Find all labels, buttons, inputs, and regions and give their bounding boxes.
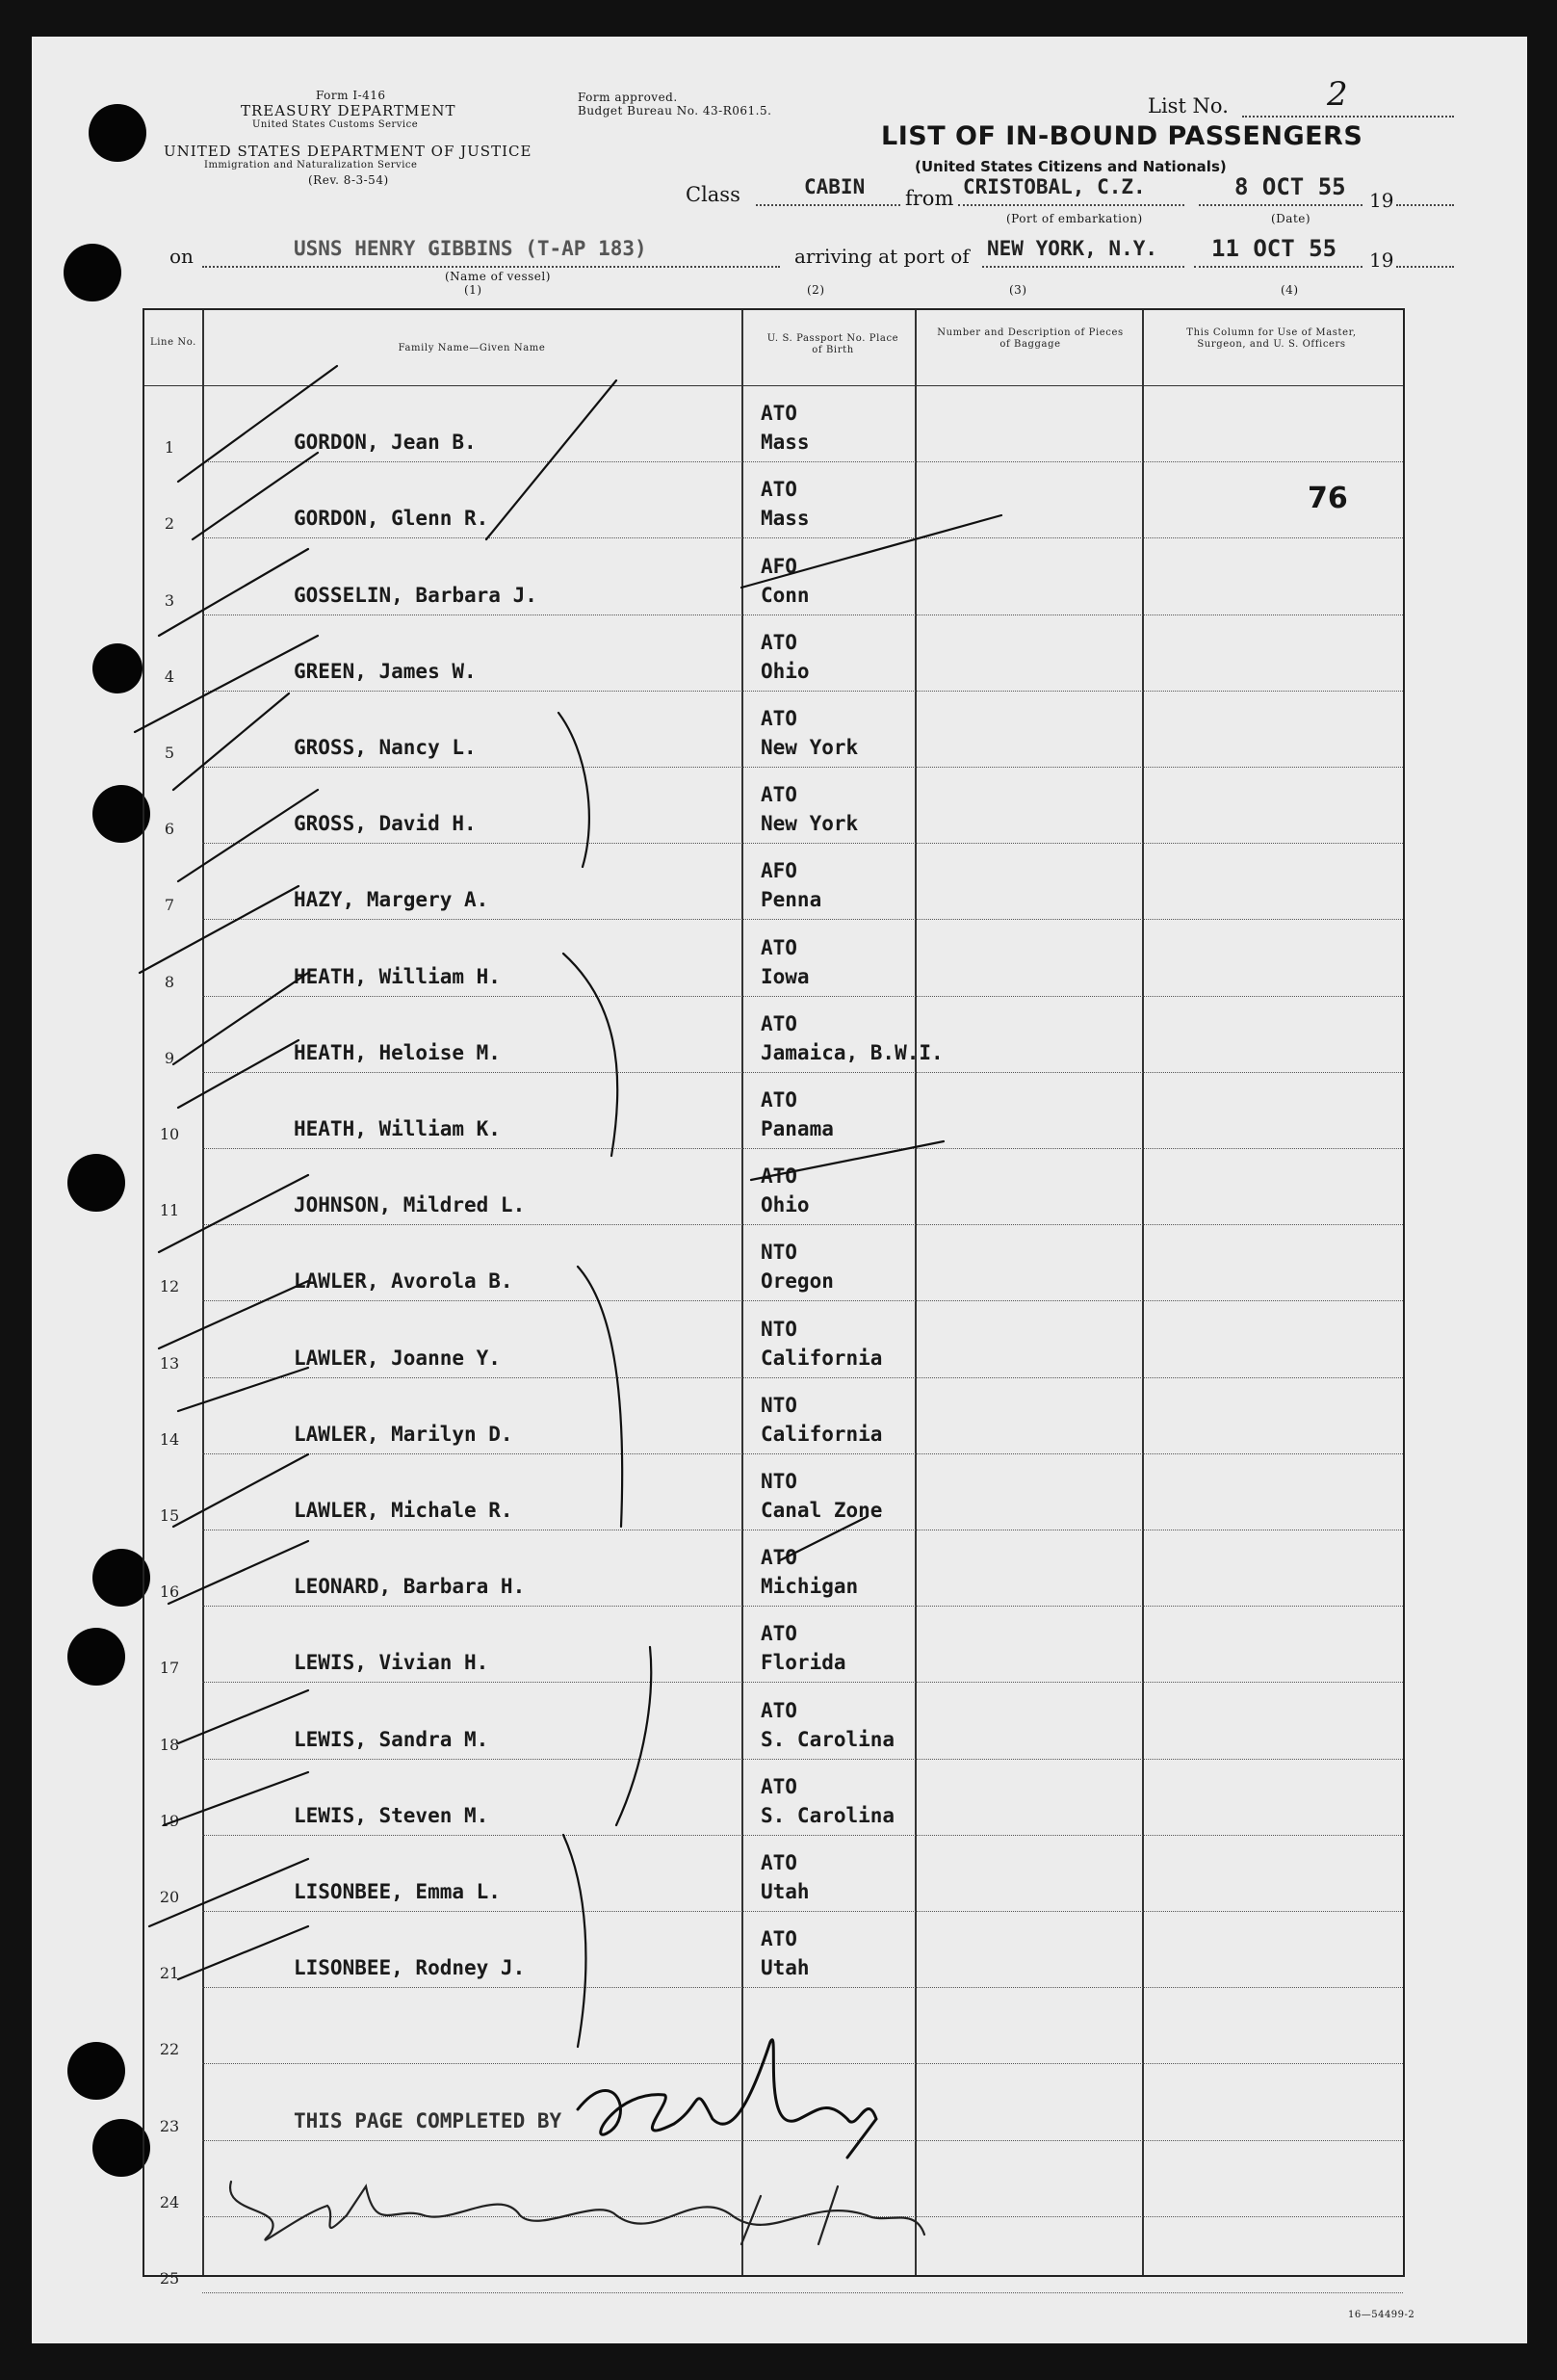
embark-date: 8 OCT 55 <box>1234 173 1346 200</box>
class-value: CABIN <box>804 175 866 198</box>
place-of-birth: New York <box>761 736 859 759</box>
line-number: 17 <box>159 1659 180 1678</box>
passenger-name: GOSSELIN, Barbara J. <box>294 583 537 607</box>
passport-number: NTO <box>761 1393 797 1417</box>
ins-service: Immigration and Naturalization Service <box>204 160 418 170</box>
form-number: Form I-416 <box>316 89 386 102</box>
place-of-birth: Michigan <box>761 1575 859 1599</box>
date-caption: (Date) <box>1271 212 1311 225</box>
passenger-name: LEWIS, Steven M. <box>294 1803 489 1827</box>
line-number: 24 <box>159 2192 180 2211</box>
place-of-birth: Florida <box>761 1651 846 1675</box>
line-number: 3 <box>164 590 175 610</box>
place-of-birth: S. Carolina <box>761 1727 895 1751</box>
col-number-2: (2) <box>807 283 825 297</box>
passport-number: ATO <box>761 1546 797 1570</box>
col-header-passport: U. S. Passport No. Place of Birth <box>766 333 899 355</box>
page-subtitle: (United States Citizens and Nationals) <box>915 158 1227 175</box>
line-number: 10 <box>159 1125 180 1143</box>
passport-number: NTO <box>761 1317 797 1341</box>
passport-number: ATO <box>761 1088 797 1112</box>
line-number: 19 <box>159 1811 180 1830</box>
class-label: Class <box>686 183 740 206</box>
signature <box>578 2040 876 2158</box>
line-number: 8 <box>164 972 175 991</box>
place-of-birth: Utah <box>761 1956 810 1980</box>
col-header-name: Family Name—Given Name <box>398 343 546 353</box>
col-header-line-no: Line No. <box>150 337 196 348</box>
list-number: 2 <box>1327 75 1348 114</box>
date-signature <box>230 2182 924 2244</box>
passenger-name: HEATH, Heloise M. <box>294 1040 501 1064</box>
line-number: 6 <box>164 820 175 839</box>
line-number: 23 <box>159 2116 180 2135</box>
arriving-label: arriving at port of <box>794 245 970 268</box>
col-number-4: (4) <box>1281 283 1299 297</box>
line-number: 21 <box>159 1964 180 1983</box>
passport-number: ATO <box>761 1927 797 1951</box>
line-number: 1 <box>164 438 175 458</box>
passport-number: ATO <box>761 630 797 654</box>
passenger-name: LEWIS, Vivian H. <box>294 1651 489 1675</box>
passenger-name: HAZY, Margery A. <box>294 888 489 912</box>
line-number: 20 <box>159 1888 180 1906</box>
passport-number: ATO <box>761 1851 797 1874</box>
line-number: 18 <box>159 1735 180 1754</box>
place-of-birth: Jamaica, B.W.I. <box>761 1040 944 1064</box>
line-number: 5 <box>164 744 175 762</box>
treasury-department: TREASURY DEPARTMENT <box>241 102 456 119</box>
list-no-label: List No. <box>1148 94 1229 118</box>
passenger-name: GROSS, Nancy L. <box>294 736 477 759</box>
passport-number: ATO <box>761 707 797 730</box>
place-of-birth: Mass <box>761 431 810 455</box>
form-code: 16—54499-2 <box>1348 2310 1415 2320</box>
place-of-birth: Panama <box>761 1117 834 1140</box>
line-number: 11 <box>159 1201 180 1220</box>
arrival-port: NEW YORK, N.Y. <box>987 237 1158 260</box>
passport-number: ATO <box>761 783 797 807</box>
justice-department: UNITED STATES DEPARTMENT OF JUSTICE <box>164 143 532 160</box>
line-number: 4 <box>164 667 175 686</box>
line-number: 13 <box>159 1353 180 1373</box>
place-of-birth: Conn <box>761 583 810 607</box>
revision: (Rev. 8-3-54) <box>308 173 389 187</box>
year-prefix-2: 19 <box>1369 248 1394 272</box>
passenger-name: HEATH, William H. <box>294 964 501 988</box>
passenger-name: LAWLER, Marilyn D. <box>294 1422 513 1446</box>
place-of-birth: New York <box>761 812 859 836</box>
passport-number: ATO <box>761 1774 797 1798</box>
place-of-birth: Iowa <box>761 964 810 988</box>
place-of-birth: California <box>761 1346 883 1370</box>
from-value: CRISTOBAL, C.Z. <box>963 175 1146 198</box>
passport-number: ATO <box>761 1164 797 1189</box>
line-number: 22 <box>159 2040 180 2059</box>
line-number: 14 <box>159 1429 180 1449</box>
passenger-name: HEATH, William K. <box>294 1117 501 1140</box>
officer-note: 76 <box>1308 482 1348 515</box>
line-number: 16 <box>159 1582 180 1602</box>
col-header-baggage: Number and Description of Pieces of Baggage <box>937 327 1124 350</box>
line-number: 25 <box>159 2269 180 2288</box>
passenger-name: LEWIS, Sandra M. <box>294 1727 489 1751</box>
from-label: from <box>905 187 954 210</box>
line-number: 7 <box>164 896 175 915</box>
passenger-name: THIS PAGE COMPLETED BY <box>294 2108 562 2132</box>
place-of-birth: Utah <box>761 1880 810 1903</box>
passenger-name: LISONBEE, Emma L. <box>294 1880 501 1903</box>
passport-number: ATO <box>761 935 797 959</box>
passenger-name: LEONARD, Barbara H. <box>294 1575 526 1599</box>
passport-number: AFO <box>761 554 797 578</box>
passenger-name: GORDON, Jean B. <box>294 431 477 455</box>
col-number-1: (1) <box>464 283 482 297</box>
passenger-name: GROSS, David H. <box>294 812 477 836</box>
col-number-3: (3) <box>1009 283 1027 297</box>
passport-number: NTO <box>761 1470 797 1493</box>
place-of-birth: Oregon <box>761 1269 834 1294</box>
passport-number: ATO <box>761 478 797 502</box>
customs-service: United States Customs Service <box>252 119 419 130</box>
passport-number: ATO <box>761 1622 797 1646</box>
line-number: 9 <box>164 1048 175 1067</box>
page-title: LIST OF IN-BOUND PASSENGERS <box>881 121 1363 151</box>
line-number: 15 <box>159 1506 180 1525</box>
passenger-name: LAWLER, Avorola B. <box>294 1269 513 1294</box>
form-approved: Form approved. <box>578 91 678 104</box>
year-prefix: 19 <box>1369 189 1394 212</box>
passenger-name: JOHNSON, Mildred L. <box>294 1193 526 1217</box>
passport-number: ATO <box>761 1011 797 1035</box>
budget-bureau: Budget Bureau No. 43-R061.5. <box>578 104 772 118</box>
line-number: 2 <box>164 514 175 534</box>
place-of-birth: Canal Zone <box>761 1499 883 1522</box>
arrival-date: 11 OCT 55 <box>1211 235 1337 262</box>
on-label: on <box>169 245 194 268</box>
place-of-birth: California <box>761 1422 883 1446</box>
port-embark-caption: (Port of embarkation) <box>1006 212 1143 225</box>
passenger-name: LAWLER, Michale R. <box>294 1499 513 1522</box>
passenger-name: LISONBEE, Rodney J. <box>294 1956 526 1980</box>
passenger-name: GREEN, James W. <box>294 659 477 683</box>
vessel-name: USNS HENRY GIBBINS (T-AP 183) <box>294 237 647 260</box>
passport-number: AFO <box>761 859 797 883</box>
vessel-caption: (Name of vessel) <box>445 270 551 283</box>
passport-number: NTO <box>761 1241 797 1265</box>
place-of-birth: Penna <box>761 888 822 912</box>
place-of-birth: S. Carolina <box>761 1803 895 1827</box>
line-number: 12 <box>159 1277 180 1296</box>
place-of-birth: Ohio <box>761 659 810 683</box>
passenger-name: LAWLER, Joanne Y. <box>294 1346 501 1370</box>
place-of-birth: Mass <box>761 507 810 531</box>
col-header-officers: This Column for Use of Master, Surgeon, and U. S. Officers <box>1186 327 1357 350</box>
passport-number: ATO <box>761 402 797 426</box>
place-of-birth: Ohio <box>761 1193 810 1217</box>
passport-number: ATO <box>761 1698 797 1722</box>
passenger-name: GORDON, Glenn R. <box>294 507 489 531</box>
